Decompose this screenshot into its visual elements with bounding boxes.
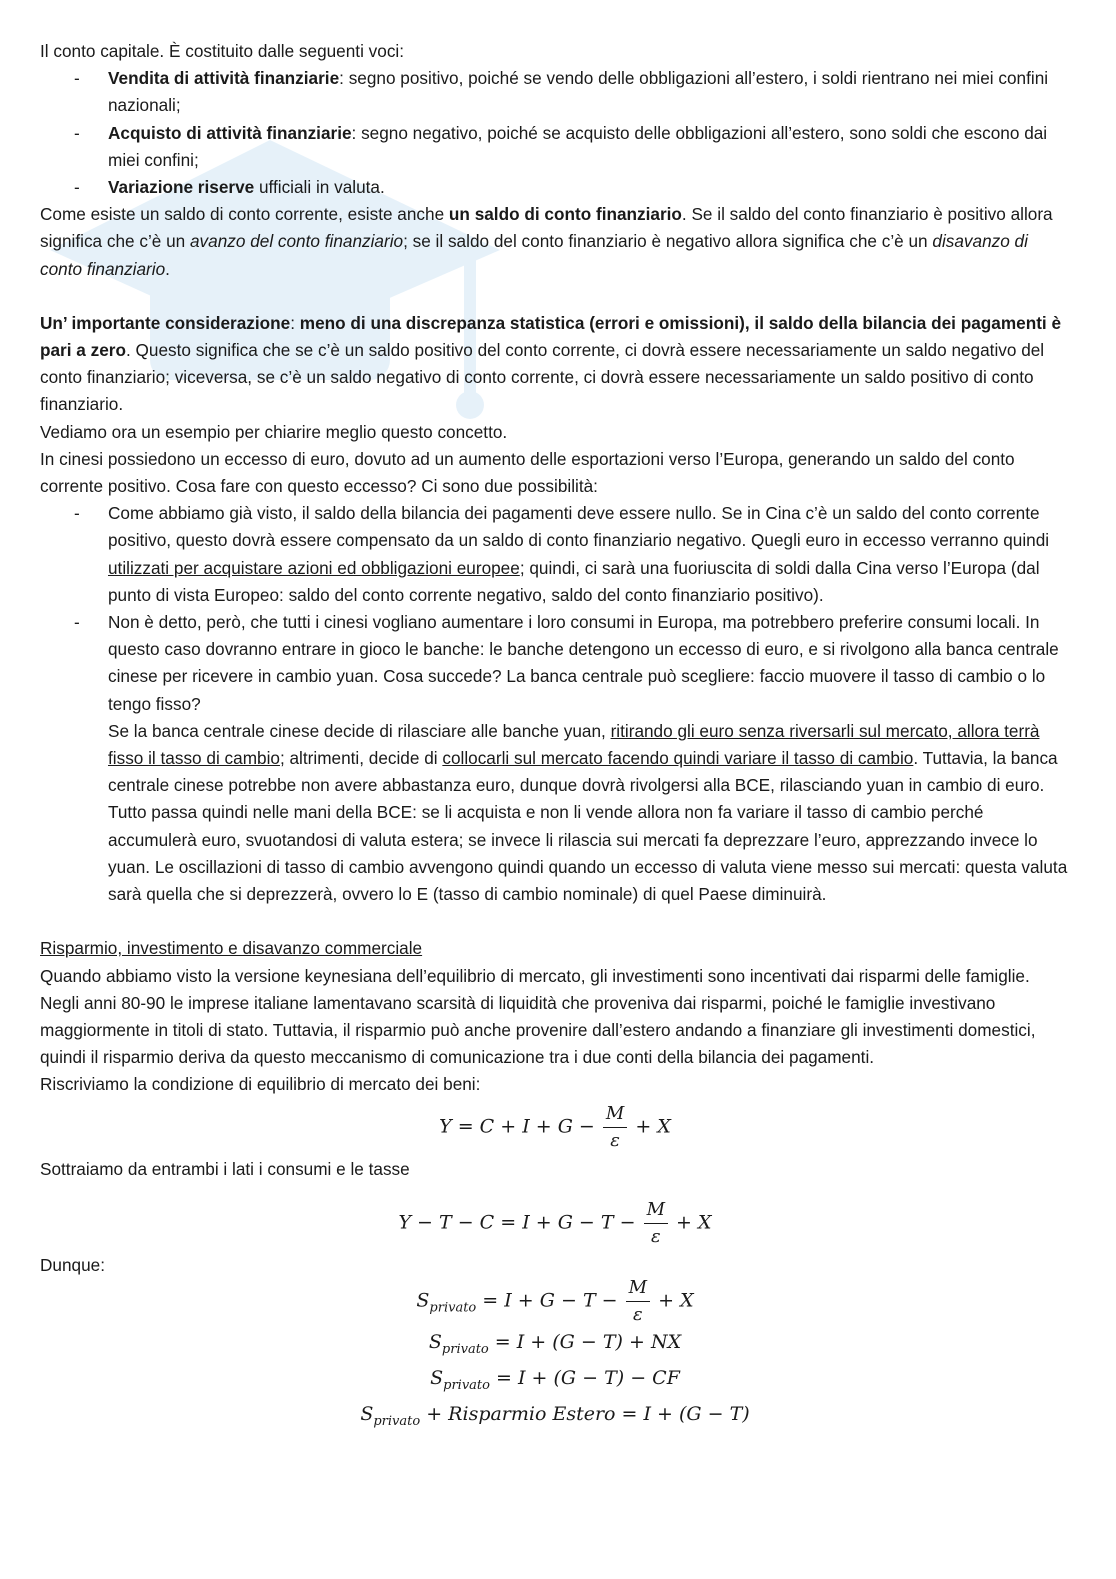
eq-right: + X xyxy=(658,1289,694,1312)
equation-1 xyxy=(40,1101,1070,1154)
eq-symbol: S xyxy=(428,1330,442,1353)
text-underlined: collocarli sul mercato facendo quindi variare il tasso di cambio xyxy=(442,748,914,769)
text-bold: un saldo di conto finanziario xyxy=(448,204,682,225)
term-bold: Variazione riserve xyxy=(108,177,255,198)
eq-symbol: S xyxy=(430,1366,444,1389)
text: . Tuttavia, la banca centrale cinese potrebbe non avere abbastanza euro, dunque dovrà rivolgersi alla BCE, rilasciando yuan in cambio di euro. Tutto passa quindi nelle mani della BCE: se li acquista e non li vende allora non fa variare il tasso di cambio perché accumulerà euro, svuotandosi di valuta estera; se invece li rilascia sui mercati fa deprezzare l’euro, apprezzando invece lo yuan. Le oscillazioni di tasso di cambio avvengono quindi quando un eccesso di valuta viene messo sui mercati: questa valuta sarà quella che si deprezzerà, ovvero lo E (tasso di cambio nominale) di quel Paese diminuirà. xyxy=(108,748,1068,905)
eq-symbol: S xyxy=(360,1402,374,1425)
eq-rest: + Risparmio Estero = I + (G − T) xyxy=(420,1402,750,1425)
equation-4 xyxy=(40,1328,1070,1364)
text: Come abbiamo già visto, il saldo della bilancia dei pagamenti deve essere nullo. Se in Cina c’è un saldo del conto corrente positivo, questo dovrà essere compensato da un saldo di conto finanziario negativo. Quegli euro in eccesso verranno quindi xyxy=(108,503,1050,551)
fraction-denominator: ε xyxy=(650,1225,661,1247)
fraction xyxy=(626,1275,650,1328)
text-italic: disavanzo di conto finanziario xyxy=(40,231,1028,279)
text-bold: meno di una discrepanza statistica (errori e omissioni), il saldo della bilancia dei pagamenti è pari a zero xyxy=(40,312,1062,361)
text-bold: Un’ importante considerazione xyxy=(40,312,291,333)
example-intro-paragraph: Vediamo ora un esempio per chiarire meglio questo concetto. xyxy=(40,421,508,442)
text-underlined: ritirando gli euro senza riversarli sul mercato, allora terrà fisso il tasso di cambio xyxy=(108,720,1040,769)
list-item xyxy=(108,65,1070,119)
list-item xyxy=(108,174,1070,201)
eq-subscript: privato xyxy=(373,1413,421,1429)
fraction xyxy=(603,1101,627,1154)
term-bold: Acquisto di attività finanziarie xyxy=(108,122,352,143)
rewrite-paragraph: Riscriviamo la condizione di equilibrio di mercato dei beni: xyxy=(40,1074,481,1095)
important-consideration-paragraph xyxy=(40,310,1070,419)
list-item xyxy=(108,500,1070,609)
list-item xyxy=(108,120,1070,174)
text: ; quindi, ci sarà una fuoriuscita di soldi dalla Cina verso l’Europa (dal punto di vista Europeo: saldo del conto corrente negativo, saldo del conto finanziario positivo). xyxy=(108,557,1040,605)
dunque-paragraph: Dunque: xyxy=(40,1254,105,1275)
eq-left: Y − T − C = I + G − T − xyxy=(398,1211,636,1234)
fraction-numerator: M xyxy=(644,1197,668,1224)
capital-account-list xyxy=(40,65,1070,201)
eq-middle: = I + G − T − xyxy=(476,1289,618,1312)
fraction-numerator: M xyxy=(603,1101,627,1128)
text: Non è detto, però, che tutti i cinesi vogliano aumentare i loro consumi in Europa, ma potrebbero preferire consumi locali. In questo caso dovranno entrare in gioco le banche: le banche detengono un eccesso di euro, e si rivolgono alla banca centrale cinese per ricevere in cambio yuan. Cosa succede? La banca centrale può scegliere: faccio muovere il tasso di cambio o lo tengo fisso? xyxy=(108,612,1059,714)
eq-rest: = I + (G − T) − CF xyxy=(489,1366,680,1389)
eq-right: + X xyxy=(635,1115,671,1138)
fraction-numerator: M xyxy=(626,1275,650,1302)
financial-balance-paragraph xyxy=(40,201,1070,283)
text: ; se il saldo del conto finanziario è negativo allora significa che c’è un xyxy=(403,231,933,252)
china-example-paragraph: In cinesi possiedono un eccesso di euro, dovuto ad un aumento delle esportazioni verso l’Europa, generando un saldo del conto corrente positivo. Cosa fare con questo eccesso? Ci sono due possibilità: xyxy=(40,448,1015,497)
text: . Questo significa che se c’è un saldo positivo del conto corrente, ci dovrà essere necessariamente un saldo negativo del conto finanziario; viceversa, se c’è un saldo negativo di conto corrente, ci dovrà essere necessariamente un saldo positivo di conto finanziario. xyxy=(40,340,1045,415)
section-heading: Risparmio, investimento e disavanzo commerciale xyxy=(40,938,423,959)
keynesian-paragraph: Quando abbiamo visto la versione keynesiana dell’equilibrio di mercato, gli investimenti sono incentivati dai risparmi delle famiglie. Negli anni 80-90 le imprese italiane lamentavano scarsità di liquidità che proveniva dai risparmi, poiché le famiglie investivano maggiormente in titoli di stato. Tuttavia, il risparmio può anche provenire dall’estero andando a finanziare gli investimenti domestici, quindi il risparmio deriva da questo meccanismo di comunicazione tra i due conti della bilancia dei pagamenti. xyxy=(40,965,1036,1068)
equation-5 xyxy=(40,1364,1070,1400)
possibilities-list xyxy=(40,500,1070,908)
eq-subscript: privato xyxy=(441,1341,489,1357)
eq-symbol: S xyxy=(416,1289,430,1312)
text: ; altrimenti, decide di xyxy=(279,748,443,769)
list-item-text: : segno positivo, poiché se vendo delle obbligazioni all’estero, i soldi rientrano nei miei confini nazionali; xyxy=(108,68,1049,116)
list-item-text: ufficiali in valuta. xyxy=(254,177,385,198)
text: . Se il saldo del conto finanziario è positivo allora significa che c’è un xyxy=(40,204,1053,252)
eq-subscript: privato xyxy=(443,1377,490,1393)
text: Se la banca centrale cinese decide di rilasciare alle banche yuan, xyxy=(108,720,611,741)
fraction xyxy=(644,1197,668,1250)
fraction-denominator: ε xyxy=(610,1129,620,1151)
eq-left: Y = C + I + G − xyxy=(439,1115,595,1138)
equation-2 xyxy=(40,1197,1070,1250)
subtract-paragraph: Sottraiamo da entrambi i lati i consumi e le tasse xyxy=(40,1158,410,1179)
equation-3 xyxy=(40,1275,1070,1328)
eq-subscript: privato xyxy=(429,1300,477,1316)
text: Come esiste un saldo di conto corrente, esiste anche xyxy=(40,204,449,225)
text-underlined: utilizzati per acquistare azioni ed obbligazioni europee xyxy=(108,557,520,578)
eq-rest: = I + (G − T) + NX xyxy=(488,1330,682,1353)
text: . xyxy=(165,258,170,279)
eq-right: + X xyxy=(676,1211,712,1234)
equation-6 xyxy=(40,1400,1070,1436)
term-bold: Vendita di attività finanziarie xyxy=(108,68,340,89)
text-italic: avanzo del conto finanziario xyxy=(190,231,404,252)
list-item xyxy=(108,609,1070,908)
intro-paragraph: Il conto capitale. È costituito dalle seguenti voci: xyxy=(40,41,405,61)
list-item-text: : segno negativo, poiché se acquisto delle obbligazioni all’estero, sono soldi che escono dai miei confini; xyxy=(108,122,1048,170)
document-page xyxy=(40,38,1070,1436)
fraction-denominator: ε xyxy=(633,1303,643,1325)
text: : xyxy=(290,312,300,333)
